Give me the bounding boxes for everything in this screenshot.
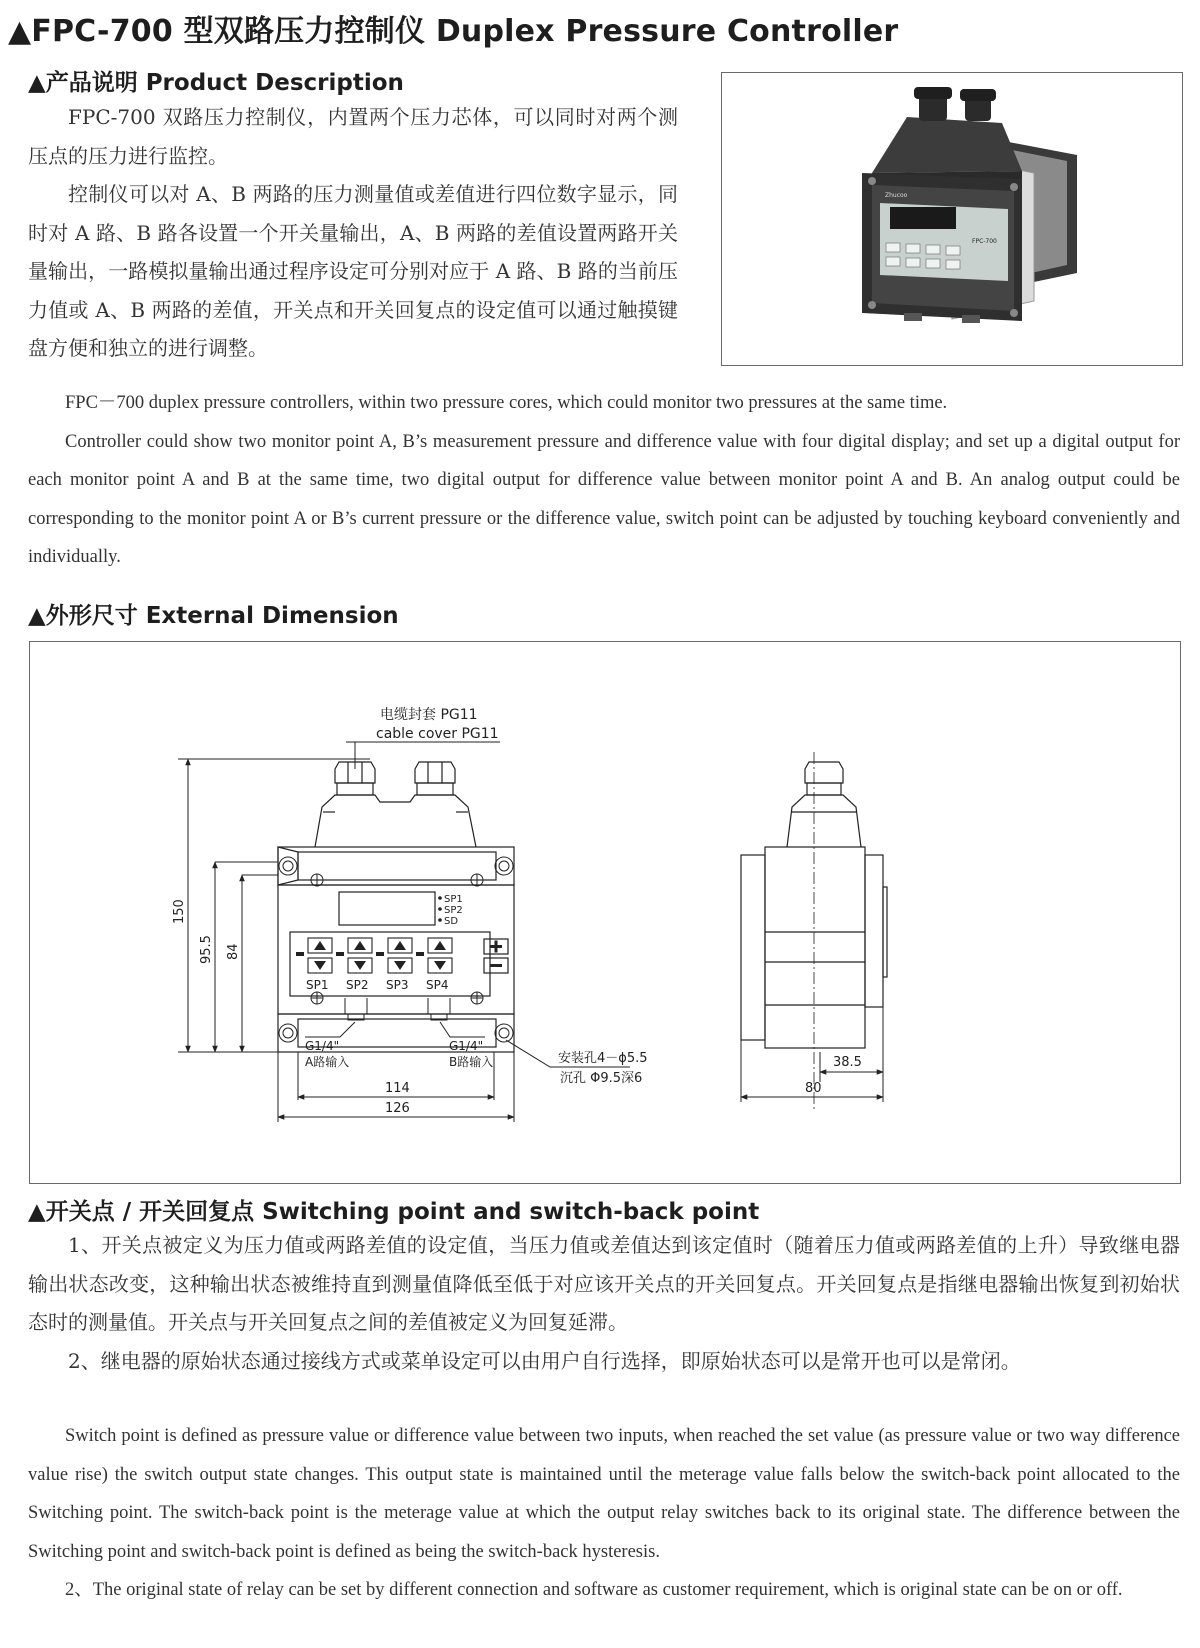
external-dimension-heading: ▲外形尺寸 External Dimension: [28, 603, 399, 629]
key-sp2-label: SP2: [346, 978, 369, 992]
product-description-en: [28, 384, 1180, 577]
switching-cn-paragraph-1: 1、开关点被定义为压力值或两路差值的设定值，当压力值或差值达到该定值时（随着压力值或两路差值的上升）导致继电器输出状态改变，这种输出状态被维持直到测量值降低至低于对应该开关点的开关回复点。开关回复点是指继电器输出恢复到初始状态时的测量值。开关点与开关回复点之间的差值被定义为回复延滞。: [28, 1233, 1180, 1334]
dim-114-label: 114: [385, 1081, 410, 1096]
dimension-drawing: [30, 642, 1180, 1183]
dimension-drawing-frame: [29, 641, 1181, 1184]
page-title: ▲FPC-700 型双路压力控制仪 Duplex Pressure Controller: [8, 14, 899, 49]
photo-model-label: FPC-700: [972, 238, 997, 245]
dim-126-label: 126: [385, 1101, 410, 1116]
led-sd-label: SD: [444, 916, 459, 927]
key-sp1-label: SP1: [306, 978, 329, 992]
dim-84-label: 84: [226, 943, 241, 960]
dim-95-label: 95.5: [199, 935, 214, 964]
cable-cover-en-label: cable cover PG11: [376, 726, 499, 742]
product-cn-paragraph-2: 控制仪可以对 A、B 两路的压力测量值或差值进行四位数字显示，同时对 A 路、B 路各设置一个开关量输出，A、B 两路的差值设置两路开关量输出，一路模拟量输出通过程序设定可分别对应于 A 路、B 路的当前压力值或 A、B 两路的差值，开关点和开关回复点的设定值可以通过触摸键盘方便和独立的进行调整。: [28, 182, 678, 360]
key-sp4-label: SP4: [426, 978, 449, 992]
cable-cover-cn-label: 电缆封套 PG11: [380, 707, 478, 723]
port-b-input-label: B路输入: [449, 1055, 494, 1069]
led-sp1-label: SP1: [444, 894, 463, 905]
product-en-paragraph-2: Controller could show two monitor point A, B’s measurement pressure and difference value with four digital display; and set up a digital output for each monitor point A and B at the same time, two digital output for difference value between monitor point A and B. An analog output could be corresponding to the monitor point A or B’s current pressure or the difference value, switch point can be adjusted by touching keyboard conveniently and individually.: [28, 431, 1180, 567]
mount-hole-label: 安装孔4－ϕ5.5: [558, 1051, 648, 1066]
led-sp2-label: SP2: [444, 905, 463, 916]
port-b-thread-label: G1/4": [449, 1039, 484, 1053]
dim-80-label: 80: [805, 1081, 822, 1096]
counterbore-label: 沉孔 Φ9.5深6: [560, 1071, 643, 1086]
switching-point-cn: [28, 1226, 1180, 1380]
dim-38-label: 38.5: [833, 1055, 862, 1070]
controller-photo-drawing: [722, 73, 1182, 365]
dim-150-label: 150: [172, 899, 187, 924]
product-photo: [721, 72, 1183, 366]
key-sp3-label: SP3: [386, 978, 409, 992]
product-cn-paragraph-1: FPC-700 双路压力控制仪，内置两个压力芯体，可以同时对两个测压点的压力进行监控。: [28, 105, 678, 168]
switching-en-paragraph-1: Switch point is defined as pressure value or difference value between two inputs, when reached the set value (as pressure value or two way difference value rise) the switch output state changes. This output state is maintained until the meterage value falls below the switch-back point allocated to the Switching point. The switch-back point is the meterage value at which the output relay switches back to its original state. The difference between the Switching point and switch-back point is defined as being the switch-back hysteresis.: [28, 1426, 1180, 1562]
switching-point-heading: ▲开关点 / 开关回复点 Switching point and switch-back point: [28, 1199, 760, 1225]
photo-brand-label: Zhucoo: [885, 192, 908, 199]
port-a-input-label: A路输入: [305, 1055, 350, 1069]
product-description-cn: [28, 98, 678, 368]
switching-point-en: [28, 1417, 1180, 1610]
port-a-thread-label: G1/4": [305, 1039, 340, 1053]
product-description-heading: ▲产品说明 Product Description: [28, 70, 404, 96]
product-en-paragraph-1: FPC－700 duplex pressure controllers, within two pressure cores, which could monitor two pressures at the same time.: [65, 393, 948, 413]
switching-cn-paragraph-2: 2、继电器的原始状态通过接线方式或菜单设定可以由用户自行选择，即原始状态可以是常开也可以是常闭。: [68, 1348, 1021, 1373]
switching-en-paragraph-2: 2、The original state of relay can be set by different connection and software as customer requirement, which is original state can be on or off.: [65, 1580, 1123, 1600]
